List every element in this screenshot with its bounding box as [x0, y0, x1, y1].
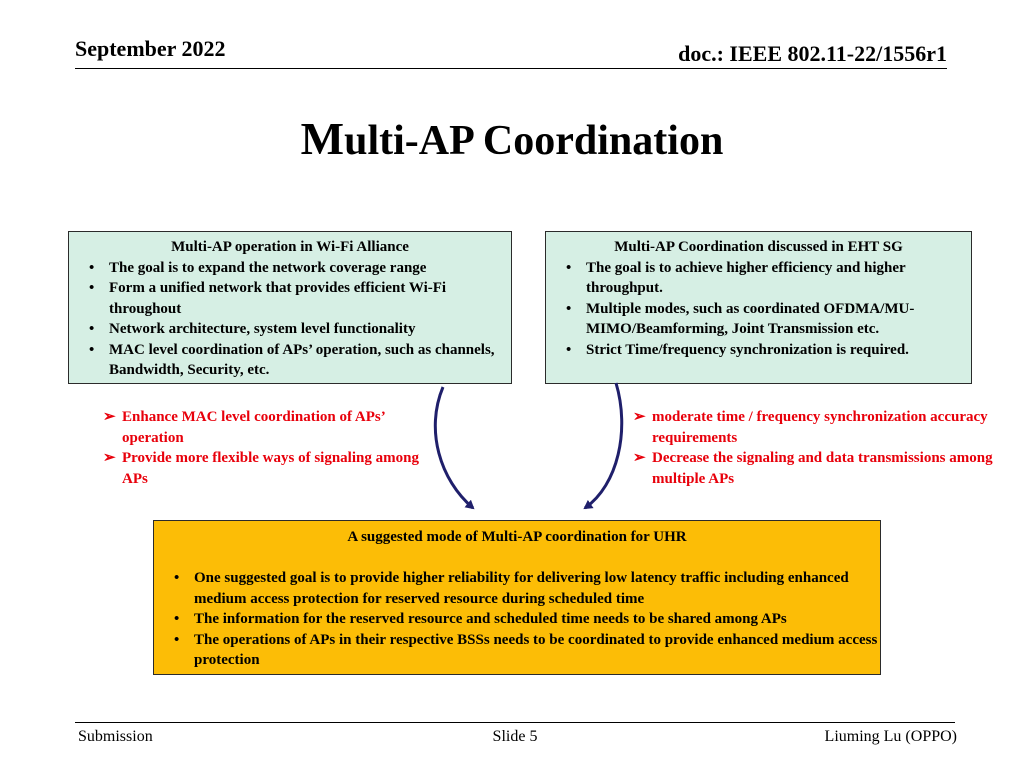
title-first-letter: M — [300, 113, 345, 164]
wfa-bullet: • Network architecture, system level functionality — [69, 319, 511, 340]
left-curved-arrow — [435, 387, 473, 508]
eht-box-heading: Multi-AP Coordination discussed in EHT SG — [614, 239, 903, 255]
bullet-dot-icon: • — [89, 259, 95, 276]
uhr-bullet: • The operations of APs in their respective BSSs needs to be coordinated to provide enhanced medium access protection — [174, 631, 878, 668]
wfa-bullet: • MAC level coordination of APs’ operation, such as channels, Bandwidth, Security, etc. — [89, 341, 495, 378]
uhr-box-heading: A suggested mode of Multi-AP coordination for UHR — [347, 529, 687, 545]
wfa-bullet: • The goal is to expand the network coverage range — [69, 258, 511, 279]
bullet-dot-icon: • — [174, 611, 180, 627]
footer-divider — [75, 722, 955, 723]
footer-author: Liuming Lu (OPPO) — [824, 728, 957, 745]
note-item: ➢ Decrease the signaling and data transmissions among multiple APs — [633, 450, 993, 487]
bullet-dot-icon: • — [566, 341, 572, 358]
eht-bullet: • The goal is to achieve higher efficiency and higher throughput. — [566, 259, 906, 296]
bullet-dot-icon: • — [89, 280, 95, 296]
eht-bullet: • Multiple modes, such as coordinated OFDMA/MU-MIMO/Beamforming, Joint Transmission etc. — [566, 300, 915, 337]
footer-slide-number: Slide 5 — [492, 728, 538, 745]
note-item: ➢ Enhance MAC level coordination of APs’ operation — [103, 409, 385, 446]
bullet-dot-icon: • — [174, 570, 180, 586]
arrowhead-bullet-icon: ➢ — [103, 409, 116, 425]
header-date: September 2022 — [75, 36, 226, 61]
note-item: ➢ Provide more flexible ways of signaling among APs — [103, 450, 419, 487]
right-curved-arrow — [585, 383, 622, 508]
uhr-suggested-mode-box — [153, 520, 881, 675]
uhr-bullet: • The information for the reserved resource and scheduled time needs to be shared among APs — [154, 609, 880, 630]
arrowhead-bullet-icon: ➢ — [633, 450, 646, 466]
bullet-dot-icon: • — [566, 259, 572, 276]
bullet-dot-icon: • — [566, 300, 572, 317]
wfa-box-heading: Multi-AP operation in Wi-Fi Alliance — [171, 239, 409, 255]
note-item: ➢ moderate time / frequency synchronization accuracy requirements — [633, 409, 988, 446]
header-doc-id: doc.: IEEE 802.11-22/1556r1 — [678, 41, 947, 66]
bullet-dot-icon: • — [89, 321, 95, 337]
title-rest: ulti-AP Coordination — [344, 118, 724, 164]
uhr-bullet: • One suggested goal is to provide higher reliability for delivering low latency traffic including enhanced medium access protection for reserved resource during scheduled time — [174, 570, 849, 607]
arrowhead-bullet-icon: ➢ — [103, 450, 116, 466]
eht-bullet: • Strict Time/frequency synchronization is required. — [546, 340, 971, 361]
arrowhead-bullet-icon: ➢ — [633, 409, 646, 425]
bullet-dot-icon: • — [89, 341, 95, 358]
footer-submission: Submission — [78, 728, 153, 745]
bullet-dot-icon: • — [174, 631, 180, 648]
wfa-bullet: • Form a unified network that provides efficient Wi-Fi throughout — [89, 280, 447, 317]
